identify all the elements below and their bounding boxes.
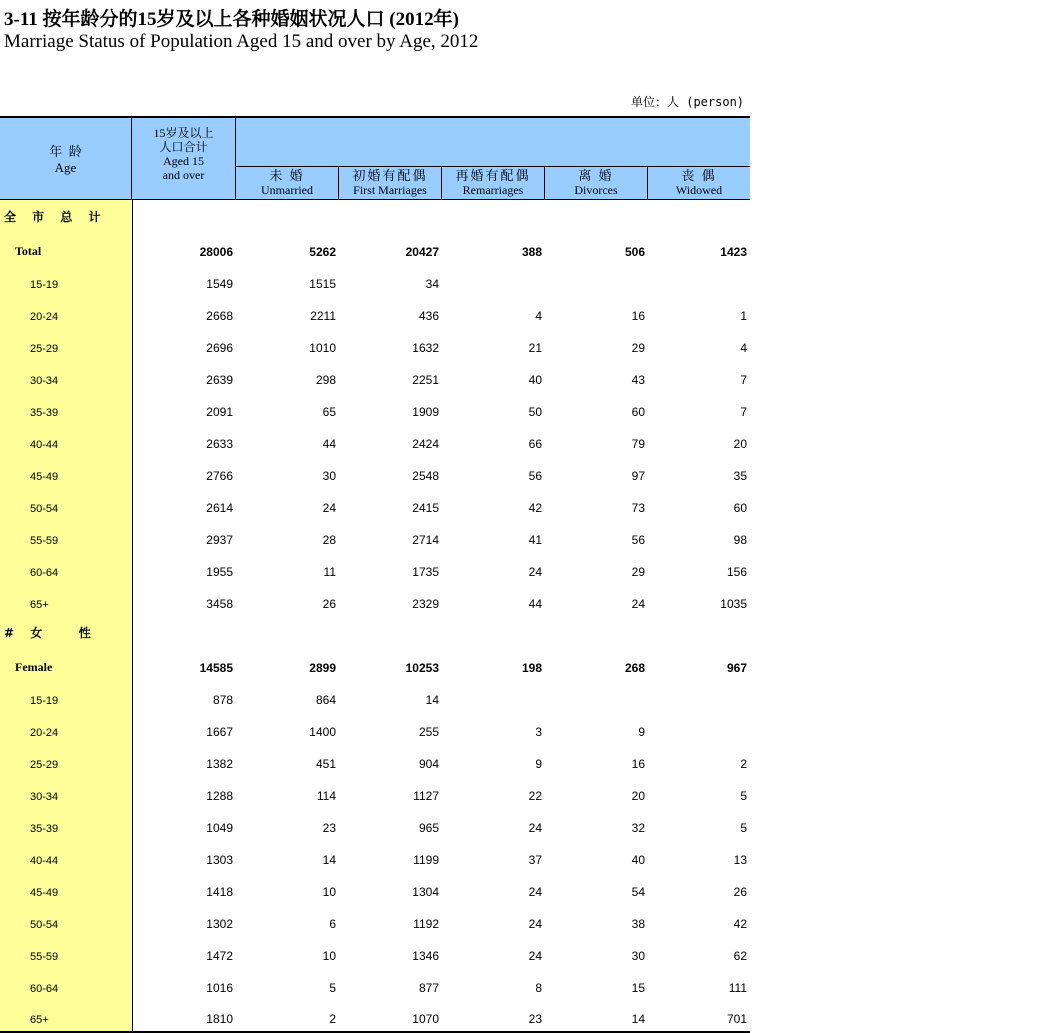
table-cell: 2415 — [412, 501, 439, 515]
table-cell: 1632 — [412, 341, 439, 355]
table-cell: 24 — [528, 949, 542, 963]
table-cell: 24 — [528, 565, 542, 579]
table-cell: 6 — [329, 917, 336, 931]
table-row — [0, 712, 750, 744]
table-cell: 10 — [322, 949, 336, 963]
table-cell: 21 — [528, 341, 542, 355]
table-cell: 388 — [521, 245, 542, 259]
table-cell: 2 — [236, 1000, 339, 1032]
table-cell: 1810 — [132, 1000, 236, 1032]
table-cell: 1735 — [412, 565, 439, 579]
table-cell: 5 — [740, 821, 747, 835]
row-label: 45-49 — [0, 872, 132, 904]
section-heading-row — [0, 200, 750, 232]
table-cell — [442, 680, 545, 712]
unit-label: 单位：人 (person) — [631, 95, 745, 109]
table-cell: 24 — [631, 597, 645, 611]
table-cell: 198 — [521, 661, 542, 675]
row-label: 40-44 — [0, 840, 132, 872]
header-col-0 — [236, 167, 339, 200]
header-col-cn: 丧 偶 — [681, 168, 717, 183]
table-cell: 2766 — [206, 469, 233, 483]
table-cell: 3458 — [206, 597, 233, 611]
table-cell — [648, 680, 750, 712]
row-label: 30-34 — [0, 360, 132, 392]
table-row — [0, 808, 750, 840]
row-label: 60-64 — [0, 552, 132, 584]
table-cell: 62 — [733, 949, 747, 963]
table-cell: 1304 — [412, 885, 439, 899]
table-cell: 66 — [528, 437, 542, 451]
table-cell: 20427 — [405, 245, 439, 259]
table-cell: 1049 — [206, 821, 233, 835]
table-cell: 1127 — [413, 789, 439, 803]
header-col-cn: 未 婚 — [269, 168, 305, 183]
table-cell: 1010 — [309, 341, 336, 355]
table-cell: 5 — [740, 789, 747, 803]
table-row — [0, 296, 750, 328]
table-cell: 14 — [425, 693, 439, 707]
table-cell: 22 — [528, 789, 542, 803]
header-age — [0, 118, 132, 200]
table-row — [0, 680, 750, 712]
table-cell: 38 — [631, 917, 645, 931]
table-cell: 1288 — [206, 789, 233, 803]
table-cell — [236, 200, 339, 232]
table-cell: 42 — [733, 917, 747, 931]
table-cell: 60 — [631, 405, 645, 419]
table-cell: 2633 — [206, 437, 233, 451]
row-label: 15-19 — [0, 680, 132, 712]
table-row — [0, 328, 750, 360]
table-cell: 904 — [418, 757, 439, 771]
header-total-en2: and over — [162, 168, 205, 182]
table-cell: 3 — [535, 725, 542, 739]
table-cell: 2548 — [412, 469, 439, 483]
table-row — [0, 488, 750, 520]
table-cell — [236, 616, 339, 648]
table-cell: 20 — [631, 789, 645, 803]
table-cell: 2714 — [412, 533, 439, 547]
row-label: # 女 性 — [0, 616, 132, 648]
row-label: 65+ — [0, 584, 132, 616]
row-label: 30-34 — [0, 776, 132, 808]
table-cell: 268 — [624, 661, 645, 675]
table-cell: 1 — [740, 309, 747, 323]
table-cell: 56 — [631, 533, 645, 547]
table-row — [0, 1000, 750, 1032]
row-label: 50-54 — [0, 904, 132, 936]
table-cell: 43 — [631, 373, 645, 387]
table-cell: 23 — [442, 1000, 545, 1032]
header-col-en: Remarriages — [462, 183, 524, 197]
table-cell — [442, 264, 545, 296]
table-cell: 44 — [322, 437, 336, 451]
table-row — [0, 968, 750, 1000]
header-col-en: First Marriages — [353, 183, 427, 197]
table-cell: 40 — [528, 373, 542, 387]
table-cell: 1192 — [413, 917, 439, 931]
header-col-en: Widowed — [675, 183, 723, 197]
table-cell: 26 — [322, 597, 336, 611]
row-label: 35-39 — [0, 808, 132, 840]
table-cell — [648, 200, 750, 232]
table-cell: 50 — [528, 405, 542, 419]
table-cell: 26 — [733, 885, 747, 899]
table-cell: 2211 — [310, 309, 336, 323]
table-row — [0, 392, 750, 424]
row-label: 60-64 — [0, 968, 132, 1000]
table-cell — [132, 200, 236, 232]
header-total-cn2: 人口合计 — [159, 140, 208, 154]
table-cell: 156 — [726, 565, 747, 579]
table-cell: 1423 — [720, 245, 747, 259]
row-label: 35-39 — [0, 392, 132, 424]
table-cell: 7 — [740, 405, 747, 419]
table-cell: 79 — [631, 437, 645, 451]
table-cell: 5 — [329, 981, 336, 995]
table-cell: 1667 — [206, 725, 233, 739]
table-row — [0, 264, 750, 296]
table-cell: 2696 — [206, 341, 233, 355]
table-cell: 41 — [528, 533, 542, 547]
table-cell: 37 — [528, 853, 542, 867]
table-cell: 1303 — [206, 853, 233, 867]
table-cell: 4 — [740, 341, 747, 355]
table-cell: 10253 — [405, 661, 439, 675]
table-cell: 1302 — [206, 917, 233, 931]
row-label: 55-59 — [0, 936, 132, 968]
table-cell: 11 — [323, 565, 336, 579]
table-cell: 1472 — [206, 949, 233, 963]
table-cell: 1955 — [206, 565, 233, 579]
table-cell: 29 — [631, 341, 645, 355]
table-cell: 44 — [528, 597, 542, 611]
header-col-2 — [442, 167, 545, 200]
table-cell: 15 — [631, 981, 645, 995]
table-cell: 10 — [322, 885, 336, 899]
row-label: Female — [0, 648, 132, 680]
row-label: 40-44 — [0, 424, 132, 456]
table-cell: 34 — [425, 277, 439, 291]
table-cell — [545, 264, 648, 296]
table-cell: 8 — [535, 981, 542, 995]
table-row — [0, 520, 750, 552]
table-cell: 28 — [322, 533, 336, 547]
table-cell: 877 — [418, 981, 439, 995]
table-cell: 65 — [322, 405, 336, 419]
table-row — [0, 776, 750, 808]
table-cell: 2614 — [206, 501, 233, 515]
table-row — [0, 872, 750, 904]
header-col-en: Divorces — [574, 183, 618, 197]
table-cell: 97 — [631, 469, 645, 483]
data-table — [0, 200, 750, 1033]
table-cell: 54 — [631, 885, 645, 899]
table-cell: 2899 — [309, 661, 336, 675]
table-cell: 1035 — [720, 597, 747, 611]
table-cell: 60 — [733, 501, 747, 515]
row-label: Total — [0, 232, 132, 264]
table-cell: 1382 — [206, 757, 233, 771]
header-col-1 — [339, 167, 442, 200]
table-cell: 14 — [545, 1000, 648, 1032]
table-cell: 436 — [418, 309, 439, 323]
header-col-cn: 初婚有配偶 — [352, 168, 428, 183]
table-cell: 24 — [322, 501, 336, 515]
table-cell: 40 — [631, 853, 645, 867]
table-body — [0, 200, 750, 1032]
table-cell: 23 — [322, 821, 336, 835]
header-total-en1: Aged 15 — [163, 154, 204, 168]
table-row — [0, 360, 750, 392]
total-row — [0, 232, 750, 264]
header-col-3 — [545, 167, 648, 200]
table-cell: 2329 — [412, 597, 439, 611]
table-header — [0, 116, 750, 200]
row-label: 25-29 — [0, 744, 132, 776]
table-title-chinese: 3-11 按年龄分的15岁及以上各种婚姻状况人口 (2012年) — [4, 9, 459, 30]
table-cell: 1400 — [309, 725, 336, 739]
table-cell: 1016 — [206, 981, 233, 995]
table-cell: 2 — [740, 757, 747, 771]
table-cell: 24 — [528, 917, 542, 931]
table-cell: 29 — [631, 565, 645, 579]
table-cell — [442, 616, 545, 648]
table-cell: 1346 — [412, 949, 439, 963]
table-cell: 4 — [535, 309, 542, 323]
table-cell: 2639 — [206, 373, 233, 387]
table-cell: 1549 — [206, 277, 233, 291]
header-age-cn: 年 龄 — [49, 144, 82, 159]
table-row — [0, 744, 750, 776]
header-col-cn: 离 婚 — [578, 168, 614, 183]
row-label: 25-29 — [0, 328, 132, 360]
table-cell — [442, 200, 545, 232]
table-cell: 7 — [740, 373, 747, 387]
table-cell: 701 — [648, 1000, 750, 1032]
table-cell — [339, 616, 442, 648]
table-cell: 14585 — [199, 661, 233, 675]
table-cell: 20 — [733, 437, 747, 451]
table-cell: 1418 — [206, 885, 233, 899]
header-total — [132, 118, 236, 200]
table-cell: 878 — [212, 693, 233, 707]
table-cell — [545, 680, 648, 712]
table-cell: 451 — [315, 757, 336, 771]
table-cell: 35 — [733, 469, 747, 483]
table-cell: 73 — [631, 501, 645, 515]
table-row — [0, 936, 750, 968]
table-row — [0, 904, 750, 936]
table-cell: 1515 — [309, 277, 336, 291]
table-cell: 5262 — [309, 245, 336, 259]
table-cell: 42 — [528, 501, 542, 515]
table-row — [0, 584, 750, 616]
table-cell: 1199 — [413, 853, 439, 867]
table-cell: 2251 — [412, 373, 439, 387]
table-cell: 98 — [733, 533, 747, 547]
row-label: 20-24 — [0, 712, 132, 744]
table-cell: 16 — [631, 309, 645, 323]
table-cell: 864 — [315, 693, 336, 707]
table-row — [0, 840, 750, 872]
table-cell: 2668 — [206, 309, 233, 323]
table-cell: 32 — [631, 821, 645, 835]
table-cell: 30 — [322, 469, 336, 483]
table-cell — [648, 712, 750, 744]
table-cell: 2424 — [412, 437, 439, 451]
table-cell: 24 — [528, 885, 542, 899]
row-label: 20-24 — [0, 296, 132, 328]
table-cell: 298 — [315, 373, 336, 387]
table-cell — [648, 616, 750, 648]
table-row — [0, 456, 750, 488]
table-title-english: Marriage Status of Population Aged 15 and over by Age, 2012 — [4, 31, 479, 52]
table-cell: 965 — [418, 821, 439, 835]
table-cell: 114 — [316, 789, 336, 803]
table-cell — [339, 200, 442, 232]
table-cell: 2937 — [206, 533, 233, 547]
table-cell: 111 — [728, 981, 747, 995]
row-label: 65+ — [0, 1000, 132, 1032]
table-cell — [545, 200, 648, 232]
table-row — [0, 424, 750, 456]
header-col-en: Unmarried — [261, 183, 313, 197]
row-label: 50-54 — [0, 488, 132, 520]
table-cell: 56 — [528, 469, 542, 483]
table-cell: 1909 — [412, 405, 439, 419]
table-cell — [648, 264, 750, 296]
table-row — [0, 552, 750, 584]
total-row — [0, 648, 750, 680]
header-col-cn: 再婚有配偶 — [455, 168, 531, 183]
table-cell: 30 — [631, 949, 645, 963]
table-cell: 28006 — [199, 245, 233, 259]
table-cell: 967 — [726, 661, 747, 675]
row-label: 15-19 — [0, 264, 132, 296]
section-heading-row — [0, 616, 750, 648]
table-cell: 16 — [631, 757, 645, 771]
table-cell: 9 — [638, 725, 645, 739]
table-cell: 14 — [322, 853, 336, 867]
row-label: 全 市 总 计 — [0, 200, 132, 232]
table-cell: 255 — [418, 725, 439, 739]
header-col-4 — [648, 167, 750, 200]
row-label: 45-49 — [0, 456, 132, 488]
header-age-en: Age — [54, 160, 77, 175]
header-total-cn1: 15岁及以上 — [153, 126, 214, 140]
table-cell — [545, 616, 648, 648]
table-cell: 1070 — [339, 1000, 442, 1032]
table-cell — [132, 616, 236, 648]
row-label: 55-59 — [0, 520, 132, 552]
table-cell: 2091 — [206, 405, 233, 419]
table-cell: 9 — [535, 757, 542, 771]
table-cell: 13 — [733, 853, 747, 867]
table-cell: 24 — [528, 821, 542, 835]
table-cell: 506 — [624, 245, 645, 259]
